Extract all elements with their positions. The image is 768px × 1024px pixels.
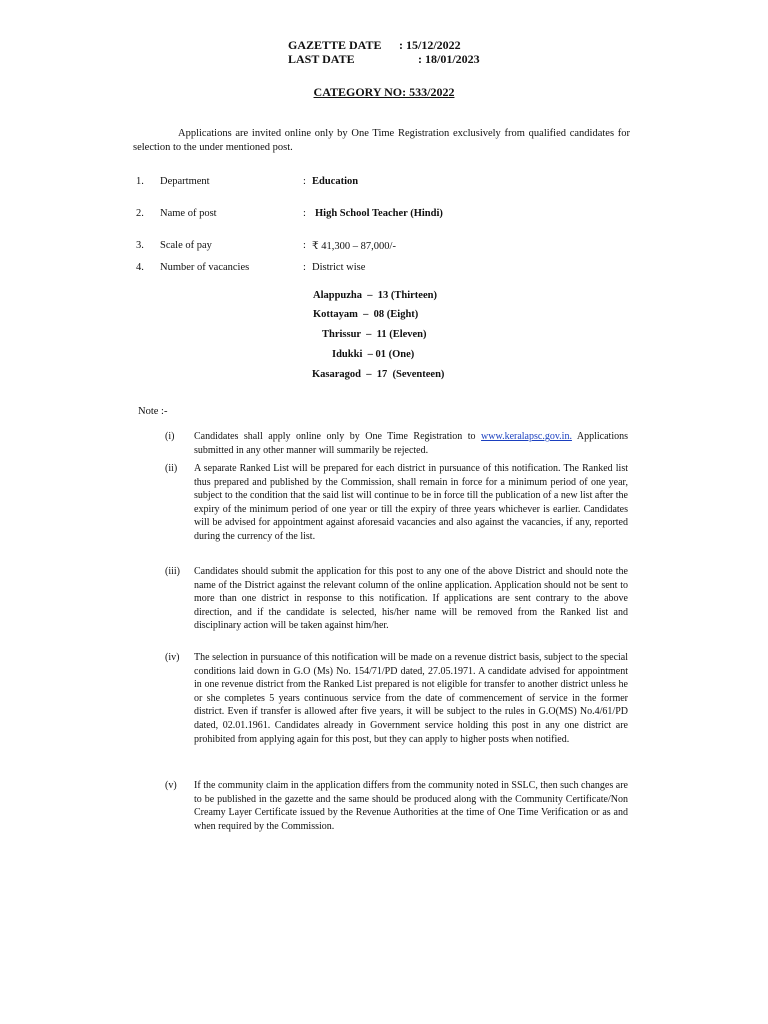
item-department (0, 176, 768, 190)
item-number: 3. (136, 240, 144, 251)
item-colon: : (303, 208, 306, 219)
item-label: Number of vacancies (160, 262, 250, 273)
item-value: High School Teacher (Hindi) (315, 208, 443, 219)
item-label: Department (160, 176, 210, 187)
item-value: Education (312, 176, 359, 187)
last-date-label: LAST DATE (288, 52, 355, 66)
item-number: 4. (136, 262, 144, 273)
note-heading: Note :- (138, 406, 168, 417)
note-text: If the community claim in the application differs from the community noted in SSLC, then such changes are to be published in the gazette and the same should be produced along with the Community Certificate/Non Creamy Layer Certificate issued by the Revenue Authorities at the time of One Time Verification or as and when required by the Commission. (194, 780, 628, 832)
item-number: 1. (136, 176, 144, 187)
item-number-of-vacancies (0, 262, 768, 276)
website-link[interactable]: www.keralapsc.gov.in. (481, 431, 572, 442)
last-date-value: : 18/01/2023 (418, 52, 480, 66)
district-idukki: Idukki – 01 (One) (332, 349, 415, 360)
note-text-post: Applications submitted in any other manner will summarily be rejected. (194, 431, 628, 456)
district-kottayam: Kottayam – 08 (Eight) (313, 309, 419, 320)
category-number: CATEGORY NO: 533/2022 (313, 85, 455, 99)
note-text-pre: Candidates shall apply online only by One Time Registration to (194, 431, 482, 442)
category-heading (0, 85, 768, 100)
note-number: (iii) (165, 566, 180, 577)
item-value: ₹ 41,300 – 87,000/- (312, 241, 396, 252)
note-text: Candidates should submit the application for this post to any one of the above District and should note the name of the District against the relevant column of the online application. Application should not be sent to more than one district in response to this notification. If applications are sent contrary to the above direction, and if the candidate is selected, his/her name will be removed from the Ranked list and disciplinary action will be taken against him/her. (194, 566, 628, 632)
item-colon: : (303, 262, 306, 273)
note-text: The selection in pursuance of this notification will be made on a revenue district basis, subject to the special conditions laid down in G.O (Ms) No. 154/71/PD dated, 27.05.1971. A candidate advised for appointment in one revenue district from the Ranked List prepared is not eligible for transfer to another district unless he or she completes 5 years continuous service from the date of commencement of service in the former district. Even if transfer is allowed after five years, it will be subject to the rules in G.O(MS) No.4/61/PD dated, 02.01.1961. Candidates already in Government service holding this post in any one district are prohibited from applying again for this post, but they can apply to higher posts when notified. (194, 652, 628, 745)
note-number: (i) (165, 431, 175, 442)
item-number: 2. (136, 208, 144, 219)
district-kasaragod: Kasaragod – 17 (Seventeen) (312, 369, 445, 380)
item-name-of-post (0, 208, 768, 222)
gazette-date-label: GAZETTE DATE (288, 38, 382, 52)
item-label: Name of post (160, 208, 217, 219)
note-text (194, 430, 628, 457)
item-scale-of-pay (0, 240, 768, 254)
gazette-date-value: : 15/12/2022 (399, 38, 461, 52)
intro-paragraph: Applications are invited online only by One Time Registration exclusively from qualified candidates for selection to the under mentioned post. (133, 128, 630, 153)
note-number: (ii) (165, 463, 178, 474)
item-colon: : (303, 240, 306, 251)
note-number: (iv) (165, 652, 180, 663)
district-thrissur: Thrissur – 11 (Eleven) (322, 329, 427, 340)
item-value: District wise (312, 262, 366, 273)
district-alappuzha: Alappuzha – 13 (Thirteen) (313, 290, 437, 301)
note-number: (v) (165, 780, 177, 791)
item-label: Scale of pay (160, 240, 212, 251)
item-colon: : (303, 176, 306, 187)
note-text: A separate Ranked List will be prepared for each district in pursuance of this notification. The Ranked list thus prepared and published by the Commission, shall remain in force for a minimum period of one year, subject to the condition that the said list will continue to be in force till the publication of a new list after the expiry of the minimum period of one year or till the expiry of three years whichever is earlier. Candidates will be advised for appointment against aforesaid vacancies and also against the vacancies, if any, reported during the currency of the list. (194, 463, 628, 542)
